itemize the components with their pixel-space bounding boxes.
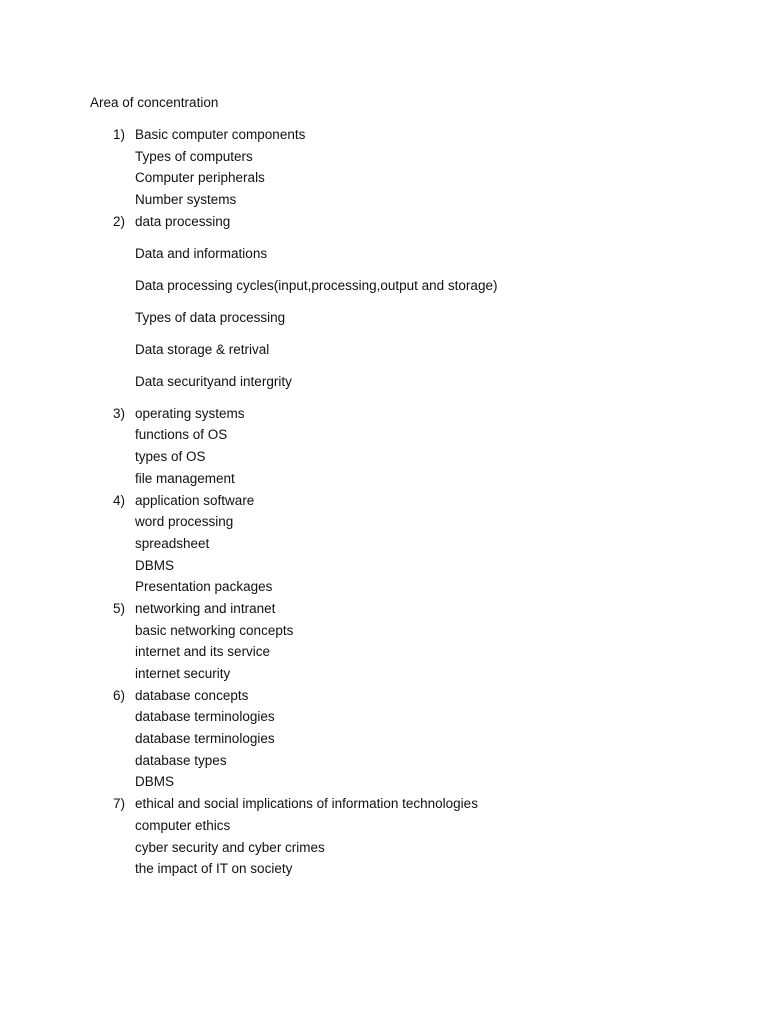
list-item-text: DBMS xyxy=(135,774,175,790)
section-number: 3) xyxy=(113,405,126,421)
list-item xyxy=(0,148,768,170)
section-title: application software xyxy=(135,492,255,508)
section-title-row xyxy=(0,687,768,709)
section-title: data processing xyxy=(135,213,231,229)
section-4 xyxy=(0,492,768,600)
list-item-text: file management xyxy=(135,470,235,486)
list-item xyxy=(0,557,768,579)
list-item xyxy=(0,309,768,341)
list-item xyxy=(0,643,768,665)
section-number: 4) xyxy=(113,492,126,508)
list-item xyxy=(0,373,768,405)
section-title: networking and intranet xyxy=(135,600,276,616)
list-item-text: Number systems xyxy=(135,192,237,208)
section-title-row xyxy=(0,600,768,622)
list-item-text: Presentation packages xyxy=(135,579,273,595)
document-heading: Area of concentration xyxy=(90,95,219,110)
section-title-row xyxy=(0,126,768,148)
list-item-text: database terminologies xyxy=(135,709,275,725)
list-item-text: Data storage & retrival xyxy=(135,341,270,357)
list-item-text: database types xyxy=(135,752,227,768)
list-item xyxy=(0,730,768,752)
section-2 xyxy=(0,213,768,405)
section-5 xyxy=(0,600,768,687)
section-number: 1) xyxy=(113,127,126,142)
section-title: database concepts xyxy=(135,687,249,703)
section-title-row xyxy=(0,213,768,245)
list-item-text: spreadsheet xyxy=(135,535,210,551)
list-item xyxy=(0,860,768,882)
list-item xyxy=(0,470,768,492)
list-item xyxy=(0,752,768,774)
section-number: 6) xyxy=(113,687,126,703)
list-item xyxy=(0,622,768,644)
list-item-text: Data securityand intergrity xyxy=(135,373,292,389)
list-item-text: basic networking concepts xyxy=(135,622,294,638)
list-item-text: Data and informations xyxy=(135,245,268,261)
section-1 xyxy=(0,126,768,213)
list-item-text: computer ethics xyxy=(135,817,231,833)
list-item-text: Data processing cycles(input,processing,output and storage) xyxy=(135,277,498,293)
list-item-text: types of OS xyxy=(135,449,206,465)
section-title: Basic computer components xyxy=(135,127,306,142)
list-item xyxy=(0,708,768,730)
list-item xyxy=(0,578,768,600)
section-number: 2) xyxy=(113,213,126,229)
list-item-text: Types of data processing xyxy=(135,309,286,325)
list-item xyxy=(0,277,768,309)
list-item xyxy=(0,191,768,213)
list-item xyxy=(0,169,768,191)
section-number: 5) xyxy=(113,600,126,616)
list-item xyxy=(0,448,768,470)
list-item xyxy=(0,535,768,557)
section-7 xyxy=(0,795,768,882)
list-item xyxy=(0,773,768,795)
list-item-text: database terminologies xyxy=(135,731,275,747)
list-item-text: Computer peripherals xyxy=(135,170,265,186)
list-item-text: functions of OS xyxy=(135,427,228,443)
section-title-row xyxy=(0,795,768,817)
section-title-row xyxy=(0,492,768,514)
list-item xyxy=(0,341,768,373)
list-item xyxy=(0,665,768,687)
section-title: operating systems xyxy=(135,405,245,421)
list-item xyxy=(0,817,768,839)
list-item-text: internet and its service xyxy=(135,644,271,660)
section-list xyxy=(0,126,768,882)
list-item-text: the impact of IT on society xyxy=(135,861,293,877)
section-6 xyxy=(0,687,768,795)
list-item xyxy=(0,839,768,861)
section-number: 7) xyxy=(113,796,126,812)
list-item xyxy=(0,245,768,277)
list-item-text: DBMS xyxy=(135,557,175,573)
list-item-text: Types of computers xyxy=(135,148,253,164)
section-3 xyxy=(0,405,768,492)
section-title-row xyxy=(0,405,768,427)
list-item xyxy=(0,513,768,535)
list-item xyxy=(0,426,768,448)
list-item-text: cyber security and cyber crimes xyxy=(135,839,325,855)
section-title: ethical and social implications of information technologies xyxy=(135,796,478,812)
list-item-text: internet security xyxy=(135,666,231,681)
list-item-text: word processing xyxy=(135,514,234,530)
